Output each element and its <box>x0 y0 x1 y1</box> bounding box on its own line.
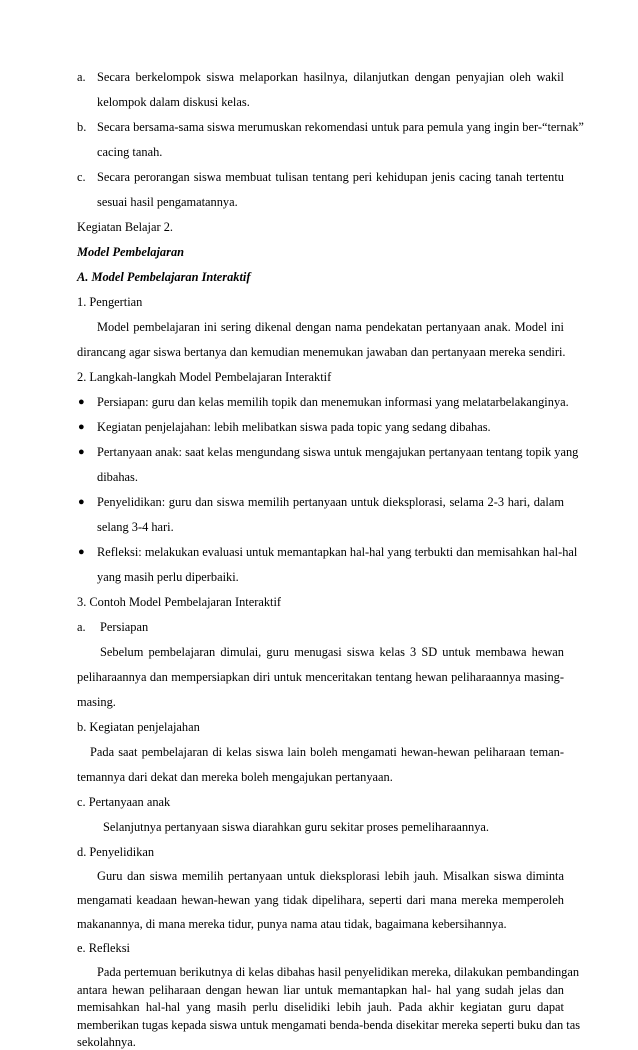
pengertian-line2: dirancang agar siswa bertanya dan kemudian menemukan jawaban dan pertanyaan mereka sendiri. <box>77 345 566 359</box>
pengertian-line1: Model pembelajaran ini sering dikenal dengan nama pendekatan pertanyaan anak. Model ini <box>97 320 564 334</box>
langkah-item-1: Persiapan: guru dan kelas memilih topik dan menemukan informasi yang melatarbelakanginya. <box>97 395 569 409</box>
langkah-item-4-line1: Penyelidikan: guru dan siswa memilih pertanyaan untuk dieksplorasi, selama 2-3 hari, dalam <box>97 495 564 509</box>
contoh-d-line3: makanannya, di mana mereka tidur, punya nama atau tidak, bagaimana kebersihannya. <box>77 917 507 931</box>
contoh-a-line3: masing. <box>77 695 116 709</box>
contoh-a-marker: a. <box>77 620 86 634</box>
kegiatan-label: Kegiatan Belajar 2. <box>77 220 173 234</box>
bullet-icon: ● <box>78 446 85 458</box>
langkah-item-3-line1: Pertanyaan anak: saat kelas mengundang siswa untuk mengajukan pertanyaan tentang topik yang <box>97 445 579 459</box>
contoh-heading: 3. Contoh Model Pembelajaran Interaktif <box>77 595 282 609</box>
list-a-line2: kelompok dalam diskusi kelas. <box>97 95 250 109</box>
contoh-e-line4: memberikan tugas kepada siswa untuk mengamati benda-benda disekitar mereka seperti buku dan tas <box>77 1017 581 1032</box>
list-c-line2: sesuai hasil pengamatannya. <box>97 195 238 209</box>
list-c-line1: Secara perorangan siswa membuat tulisan tentang peri kehidupan jenis cacing tanah tertentu <box>97 170 564 184</box>
contoh-b-line2: temannya dari dekat dan mereka boleh mengajukan pertanyaan. <box>77 770 393 784</box>
contoh-e-line5: sekolahnya. <box>77 1035 136 1049</box>
list-marker-c: c. <box>77 170 86 184</box>
contoh-d-line2: mengamati keadaan hewan-hewan yang tidak dipelihara, seperti dari mana mereka memperoleh <box>77 893 564 907</box>
list-b-line2: cacing tanah. <box>97 145 163 159</box>
list-a-line1: Secara berkelompok siswa melaporkan hasilnya, dilanjutkan dengan penyajian oleh wakil <box>97 70 564 84</box>
contoh-b-label: b. Kegiatan penjelajahan <box>77 720 200 734</box>
contoh-e-line1: Pada pertemuan berikutnya di kelas dibahas hasil penyelidikan mereka, dilakukan pembandingan <box>97 965 580 979</box>
contoh-d-label: d. Penyelidikan <box>77 845 155 859</box>
contoh-c-line1: Selanjutnya pertanyaan siswa diarahkan guru sekitar proses pemeliharaannya. <box>103 820 490 834</box>
contoh-b-line1: Pada saat pembelajaran di kelas siswa lain boleh mengamati hewan-hewan peliharaan teman- <box>90 745 564 759</box>
heading-model-interaktif: A. Model Pembelajaran Interaktif <box>77 270 251 284</box>
contoh-e-line2: antara hewan peliharaan dengan hewan liar untuk memantapkan hal- hal yang sudah jelas dan <box>77 982 564 997</box>
langkah-heading: 2. Langkah-langkah Model Pembelajaran Interaktif <box>77 370 332 384</box>
langkah-item-5-line2: yang masih perlu diperbaiki. <box>97 570 239 584</box>
list-marker-b: b. <box>77 120 87 134</box>
contoh-a-label: Persiapan <box>100 620 149 634</box>
contoh-d-line1: Guru dan siswa memilih pertanyaan untuk dieksplorasi lebih jauh. Misalkan siswa diminta <box>97 869 564 883</box>
contoh-a-line2: peliharaannya dan mempersiapkan diri untuk menceritakan tentang hewan peliharaannya masing- <box>77 670 564 684</box>
contoh-e-label: e. Refleksi <box>77 941 130 955</box>
bullet-icon: ● <box>78 396 85 408</box>
langkah-item-3-line2: dibahas. <box>97 470 138 484</box>
list-b-line1: Secara bersama-sama siswa merumuskan rekomendasi untuk para pemula yang ingin ber-“ternak” <box>97 120 584 134</box>
langkah-item-2: Kegiatan penjelajahan: lebih melibatkan siswa pada topic yang sedang dibahas. <box>97 420 491 434</box>
bullet-icon: ● <box>78 546 85 558</box>
contoh-c-label: c. Pertanyaan anak <box>77 795 171 809</box>
heading-model-pembelajaran: Model Pembelajaran <box>77 245 185 259</box>
list-marker-a: a. <box>77 70 86 84</box>
contoh-e-line3: memisahkan hal-hal yang masih perlu diselidiki lebih jauh. Pada akhir kegiatan guru dapat <box>77 1000 564 1014</box>
bullet-icon: ● <box>78 421 85 433</box>
pengertian-heading: 1. Pengertian <box>77 295 143 309</box>
langkah-item-5-line1: Refleksi: melakukan evaluasi untuk memantapkan hal-hal yang terbukti dan memisahkan hal-hal <box>97 545 578 559</box>
contoh-a-line1: Sebelum pembelajaran dimulai, guru menugasi siswa kelas 3 SD untuk membawa hewan <box>100 645 564 659</box>
langkah-item-4-line2: selang 3-4 hari. <box>97 520 174 534</box>
bullet-icon: ● <box>78 496 85 508</box>
